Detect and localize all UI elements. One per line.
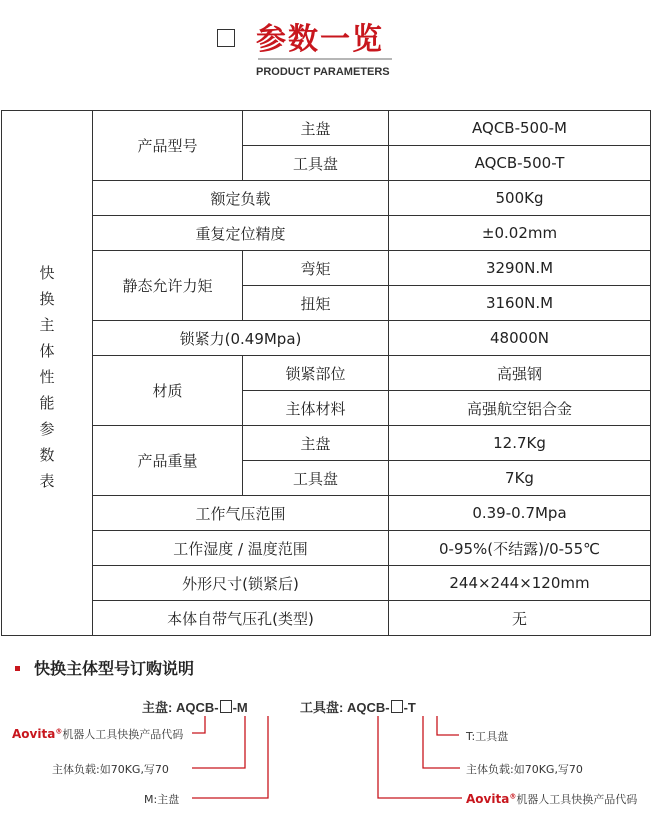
table-cell: 3160N.M <box>389 286 651 321</box>
tool-code-label: 工具盘: <box>300 700 344 715</box>
main-load-note: 主体负载:如70KG,写70 <box>52 763 169 776</box>
tool-brand-note <box>466 791 637 807</box>
table-cell: 锁紧部位 <box>243 356 389 391</box>
table-cell: 主盘 <box>243 426 389 461</box>
table-cell: 重复定位精度 <box>93 216 389 251</box>
connector-t-tool <box>437 716 459 735</box>
main-code-prefix: AQCB- <box>175 700 219 715</box>
table-cell: 无 <box>389 601 651 636</box>
table-cell: 外形尺寸(锁紧后) <box>93 566 389 601</box>
table-cell: 12.7Kg <box>389 426 651 461</box>
brand-name: Aovita <box>466 792 510 806</box>
table-cell: 7Kg <box>389 461 651 496</box>
table-cell: 500Kg <box>389 181 651 216</box>
load-placeholder-box-icon <box>220 700 232 713</box>
table-cell: 工具盘 <box>243 146 389 181</box>
connector-brand-tool <box>378 716 462 798</box>
tool-load-note: 主体负载:如70KG,写70 <box>466 763 583 776</box>
table-cell: 材质 <box>93 356 243 426</box>
table-cell: 弯矩 <box>243 251 389 286</box>
table-cell: AQCB-500-M <box>389 111 651 146</box>
tool-code-prefix: AQCB- <box>346 700 390 715</box>
table-cell: 产品重量 <box>93 426 243 496</box>
brand-desc: 机器人工具快换产品代码 <box>62 728 184 741</box>
connector-m-main <box>192 716 268 798</box>
table-cell: 3290N.M <box>389 251 651 286</box>
table-cell: 工具盘 <box>243 461 389 496</box>
brand-desc: 机器人工具快换产品代码 <box>516 793 638 806</box>
table-cell: 高强钢 <box>389 356 651 391</box>
connector-load-tool <box>423 716 460 768</box>
table-cell: 0-95%(不结露)/0-55℃ <box>389 531 651 566</box>
table-cell: 工作气压范围 <box>93 496 389 531</box>
table-cell: 主盘 <box>243 111 389 146</box>
registered-mark: ® <box>55 727 63 736</box>
tool-code <box>300 697 416 716</box>
table-cell: 工作湿度 / 温度范围 <box>93 531 389 566</box>
registered-mark: ® <box>509 792 517 801</box>
table-cell: 额定负载 <box>93 181 389 216</box>
table-side-label: 快换主体性能参数表 <box>2 111 93 636</box>
main-brand-note <box>12 726 183 742</box>
table-cell: AQCB-500-T <box>389 146 651 181</box>
table-cell: 产品型号 <box>93 111 243 181</box>
table-cell: 主体材料 <box>243 391 389 426</box>
ordering-section-title: 快换主体型号订购说明 <box>34 659 195 678</box>
tool-t-note: T:工具盘 <box>466 730 509 743</box>
connector-brand-main <box>192 716 205 733</box>
table-cell: ±0.02mm <box>389 216 651 251</box>
table-cell: 高强航空铝合金 <box>389 391 651 426</box>
page-title: 参数一览 <box>256 22 384 57</box>
main-code-label: 主盘: <box>142 700 173 715</box>
main-m-note: M:主盘 <box>144 793 180 806</box>
brand-name: Aovita <box>12 727 56 741</box>
load-placeholder-box-icon <box>391 700 403 713</box>
table-cell: 0.39-0.7Mpa <box>389 496 651 531</box>
table-cell: 扭矩 <box>243 286 389 321</box>
main-code <box>142 697 248 716</box>
table-cell: 244×244×120mm <box>389 566 651 601</box>
table-cell: 锁紧力(0.49Mpa) <box>93 321 389 356</box>
connector-load-main <box>192 716 245 768</box>
table-cell: 本体自带气压孔(类型) <box>93 601 389 636</box>
tool-code-suffix: -T <box>403 700 416 715</box>
page-subtitle: PRODUCT PARAMETERS <box>256 66 390 78</box>
table-cell: 静态允许力矩 <box>93 251 243 321</box>
table-cell: 48000N <box>389 321 651 356</box>
main-code-suffix: -M <box>232 700 248 715</box>
